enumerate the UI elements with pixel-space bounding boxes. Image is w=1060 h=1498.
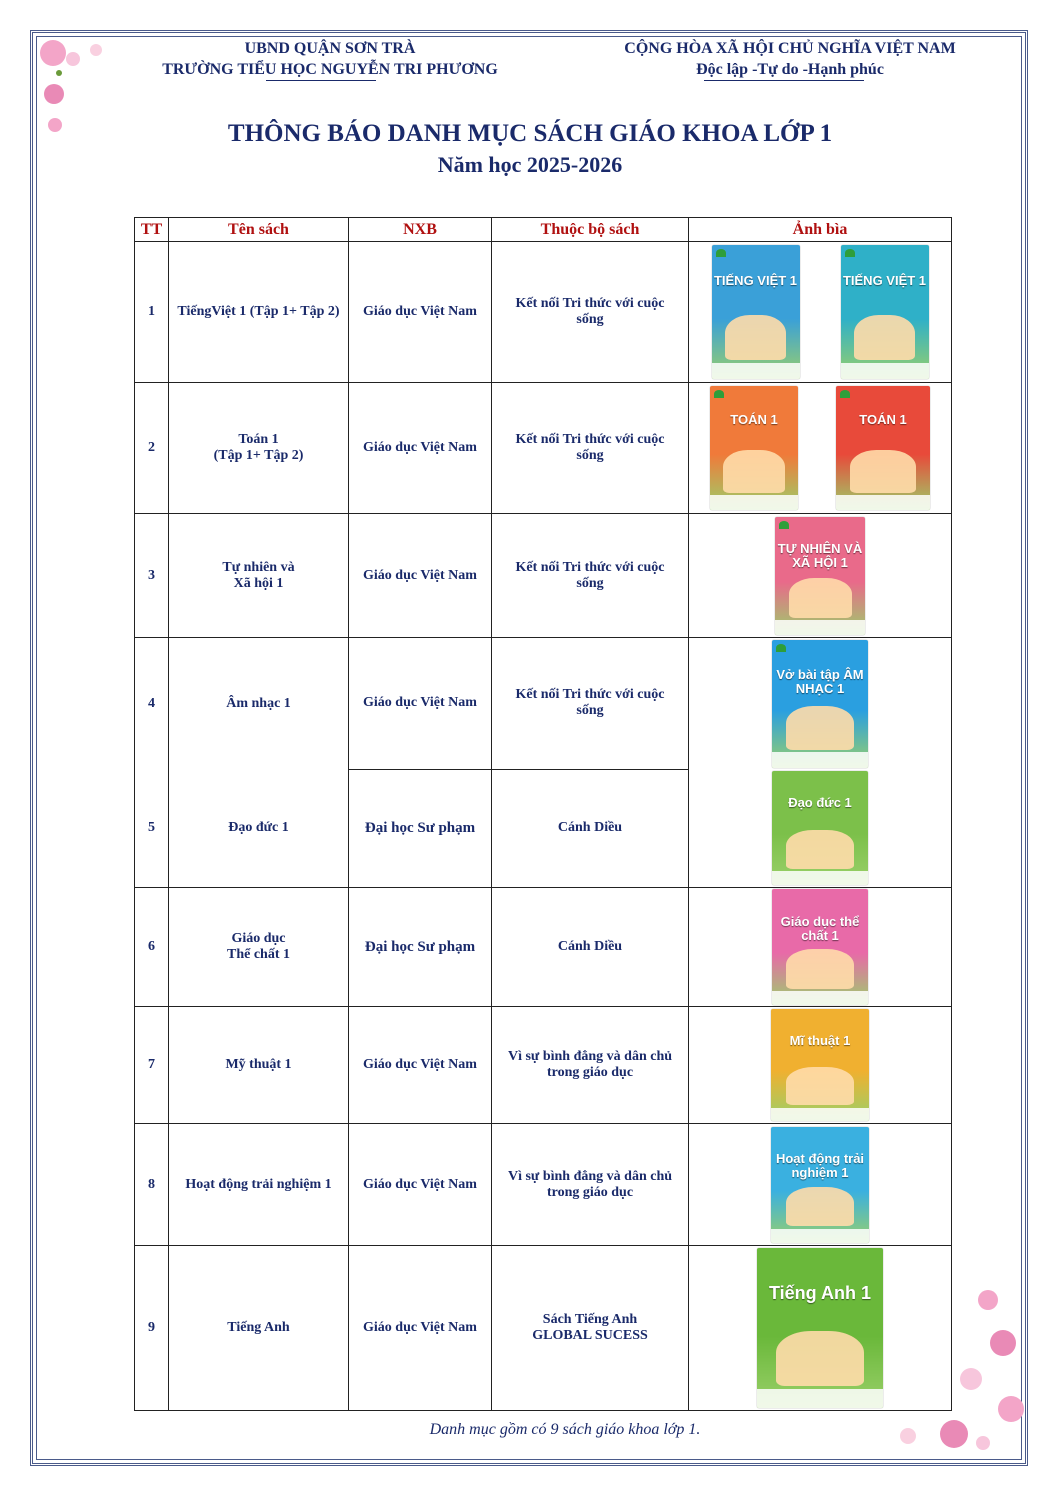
row-number: 2 bbox=[135, 383, 169, 514]
row-number: 3 bbox=[135, 514, 169, 638]
cover-image-tieng-anh-1: Tiếng Anh 1 bbox=[757, 1248, 883, 1408]
table-row bbox=[135, 1246, 952, 1411]
book-name: Toán 1 (Tập 1+ Tập 2) bbox=[169, 383, 349, 514]
cover-image-dao-duc-1: Đạo đức 1 bbox=[772, 771, 868, 885]
cover-image-toan-1-tap-1: TOÁN 1 bbox=[710, 386, 798, 510]
cover-image-giao-duc-the-chat-1: Giáo dục thể chất 1 bbox=[772, 889, 868, 1005]
textbook-table bbox=[134, 217, 952, 1411]
row-number: 4 5 bbox=[135, 638, 169, 888]
row-number: 6 bbox=[135, 888, 169, 1007]
national-title: CỘNG HÒA XÃ HỘI CHỦ NGHĨA VIỆT NAM bbox=[624, 40, 956, 57]
table-row bbox=[135, 514, 952, 638]
row-number: 8 bbox=[135, 1124, 169, 1246]
book-publisher: Giáo dục Việt Nam bbox=[349, 514, 492, 638]
cover-cell bbox=[689, 1124, 952, 1246]
book-name: Âm nhạc 1 Đạo đức 1 bbox=[169, 638, 349, 888]
col-header-name: Tên sách bbox=[169, 218, 349, 242]
table-row bbox=[135, 888, 952, 1007]
book-name: Giáo dục Thể chất 1 bbox=[169, 888, 349, 1007]
header-left bbox=[140, 38, 520, 80]
national-motto: Độc lập -Tự do -Hạnh phúc bbox=[696, 61, 884, 78]
book-series: Kết nối Tri thức với cuộc sống bbox=[492, 638, 689, 770]
book-series: Vì sự bình đẳng và dân chủ trong giáo dục bbox=[492, 1007, 689, 1124]
cover-image-tieng-viet-1-tap-1: TIẾNG VIỆT 1 bbox=[712, 245, 800, 379]
row-number: 7 bbox=[135, 1007, 169, 1124]
header-right bbox=[590, 38, 990, 80]
district-name: UBND QUẬN SƠN TRÀ bbox=[244, 40, 416, 57]
cover-image-hoat-dong-trai-nghiem-1: Hoạt động trải nghiệm 1 bbox=[771, 1127, 869, 1243]
cover-image-tieng-viet-1-tap-2: TIẾNG VIỆT 1 bbox=[841, 245, 929, 379]
book-series: Kết nối Tri thức với cuộc sống bbox=[492, 242, 689, 383]
page-title: THÔNG BÁO DANH MỤC SÁCH GIÁO KHOA LỚP 1 bbox=[227, 120, 833, 147]
cover-image-am-nhac-1: Vở bài tập ÂM NHẠC 1 bbox=[772, 640, 868, 768]
cover-cell bbox=[689, 383, 952, 514]
book-publisher: Giáo dục Việt Nam bbox=[349, 383, 492, 514]
book-series: Cánh Diều bbox=[492, 769, 689, 887]
table-row bbox=[135, 1124, 952, 1246]
col-header-publisher: NXB bbox=[349, 218, 492, 242]
row-number: 9 bbox=[135, 1246, 169, 1411]
book-publisher: Đại học Sư phạm bbox=[349, 769, 492, 887]
book-name: TiếngViệt 1 (Tập 1+ Tập 2) bbox=[169, 242, 349, 383]
cover-cell bbox=[689, 638, 952, 888]
book-publisher: Giáo dục Việt Nam bbox=[349, 242, 492, 383]
book-publisher: Giáo dục Việt Nam bbox=[349, 1007, 492, 1124]
header-left-underline bbox=[266, 80, 376, 81]
cover-image-toan-1-tap-2: TOÁN 1 bbox=[836, 386, 930, 510]
book-name: Mỹ thuật 1 bbox=[169, 1007, 349, 1124]
book-publisher: Giáo dục Việt Nam bbox=[349, 1246, 492, 1411]
table-row bbox=[135, 1007, 952, 1124]
book-series: Cánh Diều bbox=[492, 888, 689, 1007]
footer-note: Danh mục gồm có 9 sách giáo khoa lớp 1. bbox=[429, 1421, 701, 1438]
book-publisher: Giáo dục Việt Nam bbox=[349, 638, 492, 770]
book-series: Vì sự bình đẳng và dân chủ trong giáo dục bbox=[492, 1124, 689, 1246]
table-row bbox=[135, 383, 952, 514]
book-name: Tiếng Anh bbox=[169, 1246, 349, 1411]
col-header-tt: TT bbox=[135, 218, 169, 242]
book-name: Hoạt động trải nghiệm 1 bbox=[169, 1124, 349, 1246]
book-publisher: Giáo dục Việt Nam bbox=[349, 1124, 492, 1246]
row-number: 1 bbox=[135, 242, 169, 383]
book-series: Kết nối Tri thức với cuộc sống bbox=[492, 514, 689, 638]
school-year: Năm học 2025-2026 bbox=[437, 152, 623, 177]
table-header-row bbox=[135, 218, 952, 242]
cover-cell bbox=[689, 888, 952, 1007]
col-header-series: Thuộc bộ sách bbox=[492, 218, 689, 242]
table-row bbox=[135, 638, 952, 770]
cover-image-mi-thuat-1: Mĩ thuật 1 bbox=[771, 1009, 869, 1121]
school-name: TRƯỜNG TIỂU HỌC NGUYỄN TRI PHƯƠNG bbox=[162, 61, 498, 78]
header-right-underline bbox=[704, 80, 864, 81]
book-series: Sách Tiếng Anh GLOBAL SUCESS bbox=[492, 1246, 689, 1411]
cover-cell bbox=[689, 1007, 952, 1124]
table-row bbox=[135, 242, 952, 383]
book-publisher: Đại học Sư phạm bbox=[349, 888, 492, 1007]
book-name: Tự nhiên và Xã hội 1 bbox=[169, 514, 349, 638]
book-series: Kết nối Tri thức với cuộc sống bbox=[492, 383, 689, 514]
cover-cell bbox=[689, 1246, 952, 1411]
cover-image-tu-nhien-xa-hoi-1: TỰ NHIÊN VÀ XÃ HỘI 1 bbox=[775, 517, 865, 635]
cover-cell bbox=[689, 242, 952, 383]
col-header-cover: Ảnh bìa bbox=[689, 218, 952, 242]
cover-cell bbox=[689, 514, 952, 638]
